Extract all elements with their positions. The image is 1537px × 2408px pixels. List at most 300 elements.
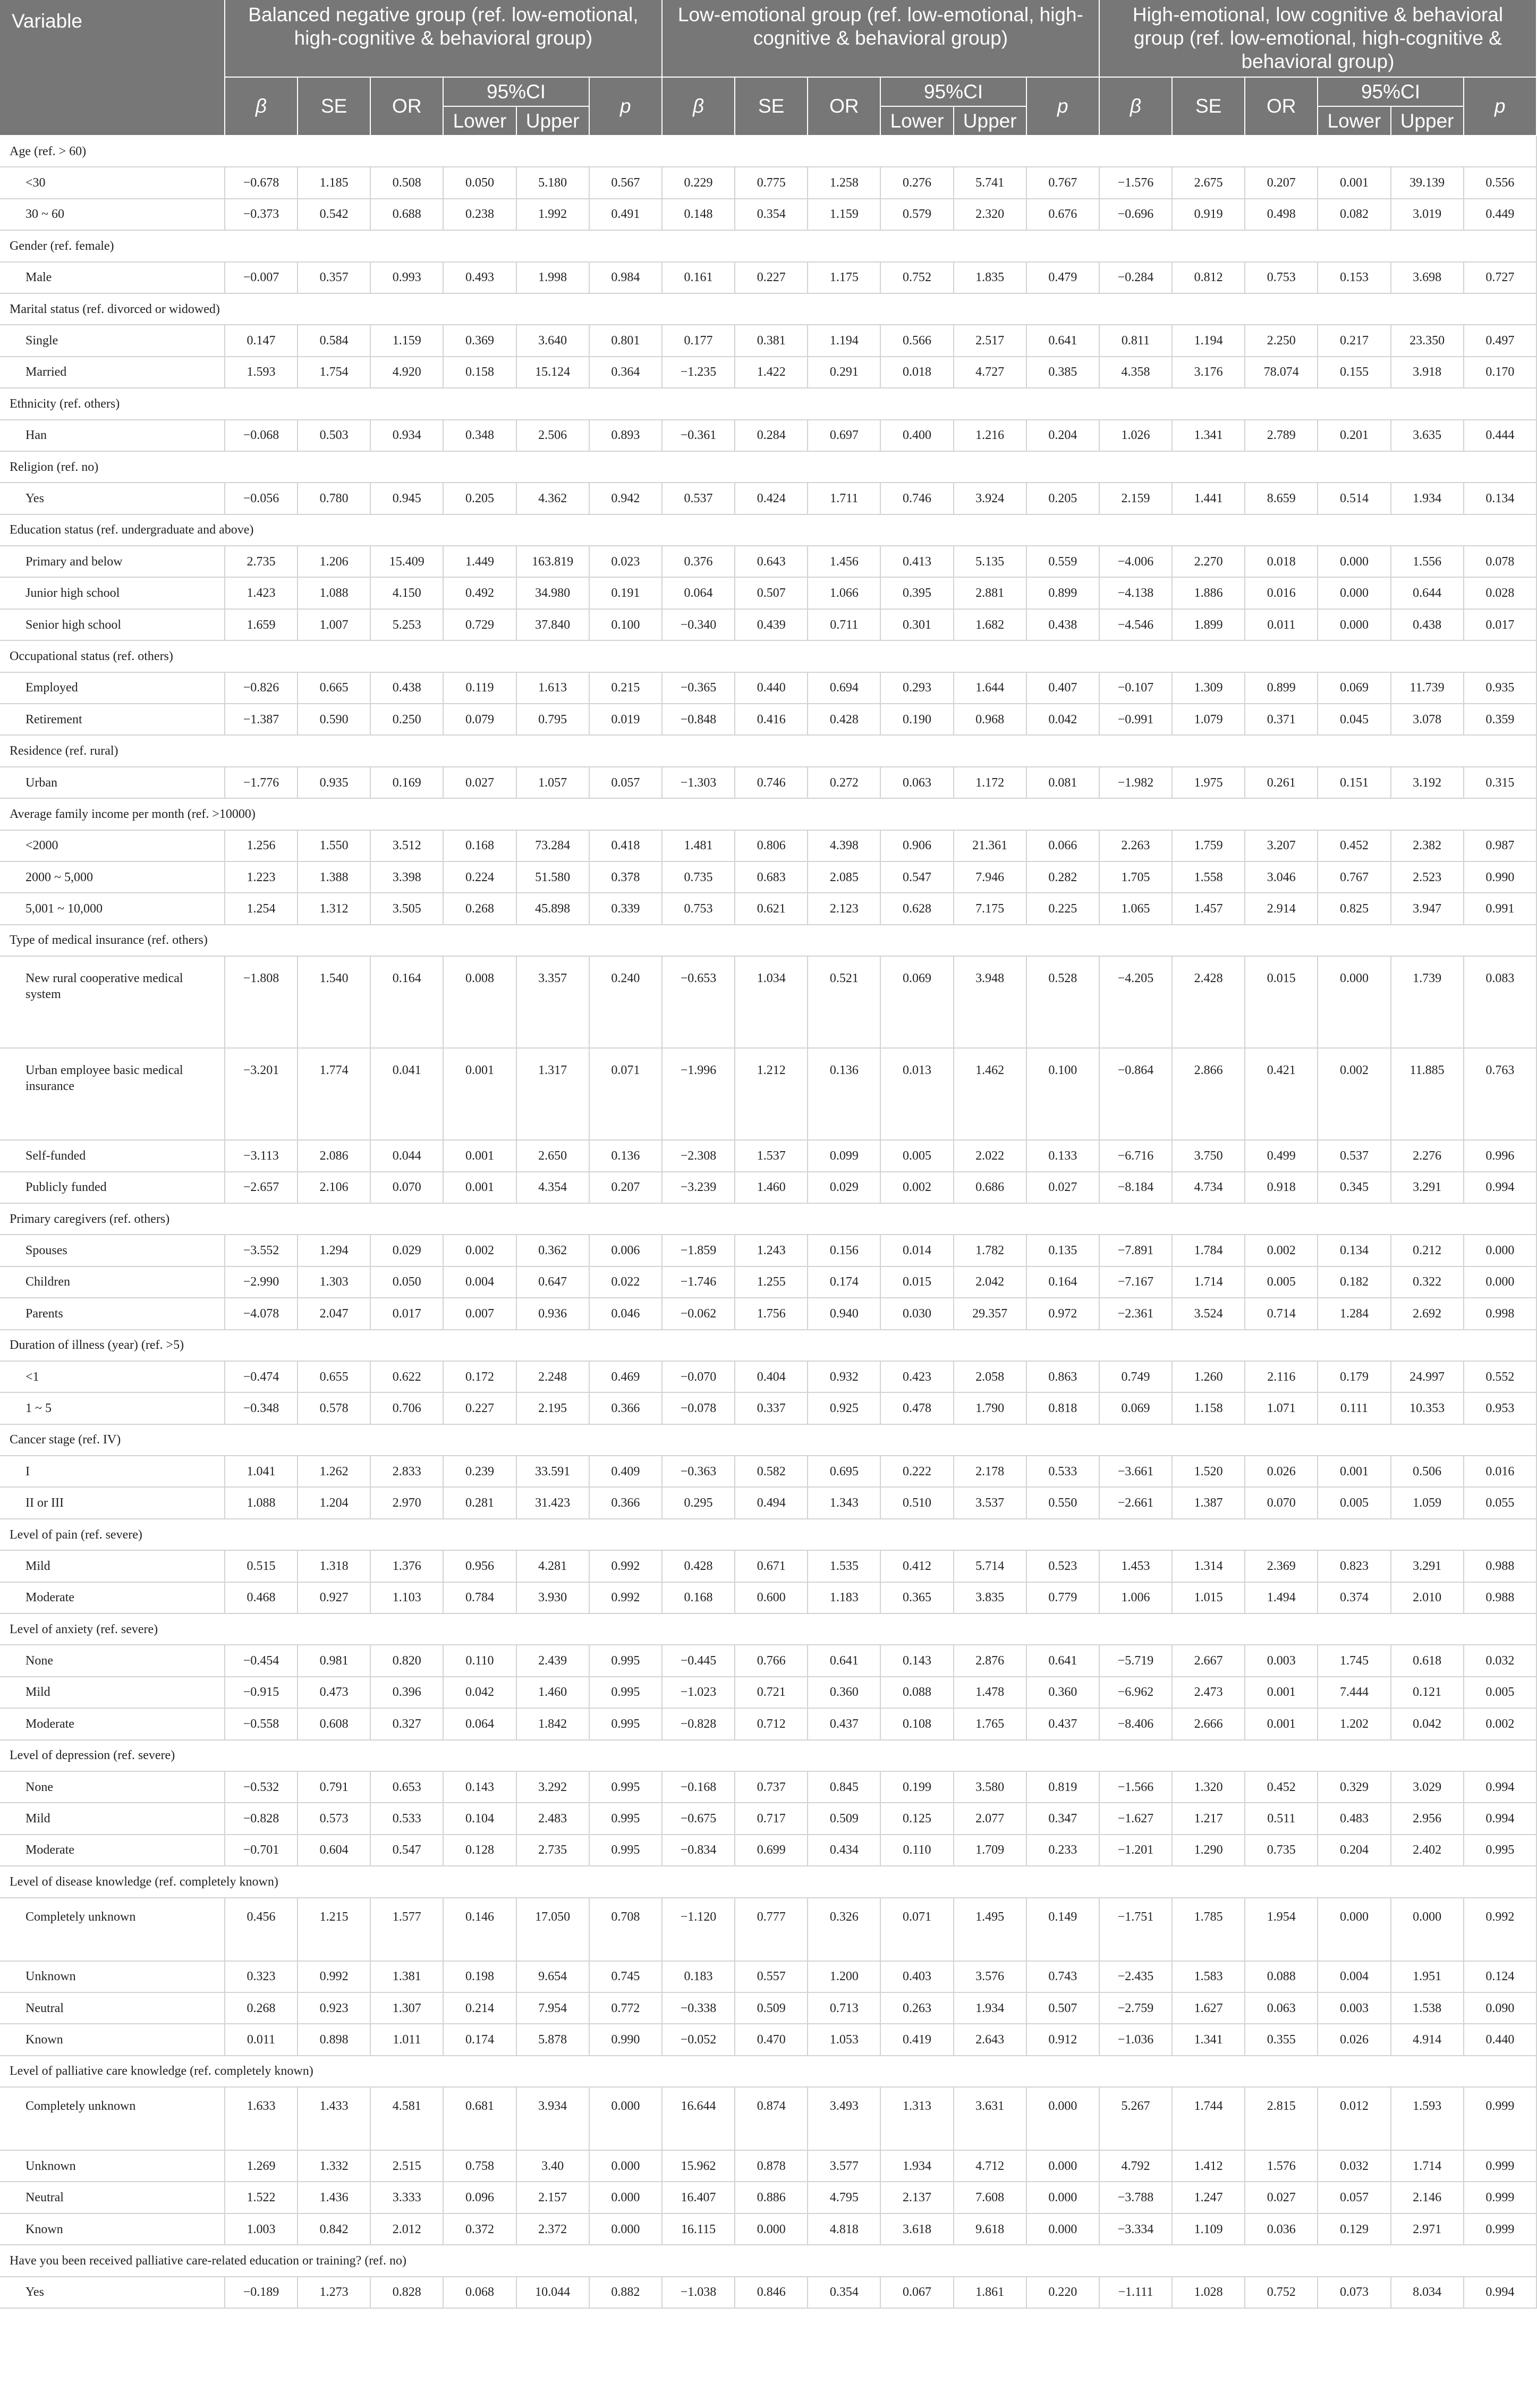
table-cell: 2.012 (370, 2213, 443, 2245)
table-cell: 0.823 (1318, 1550, 1390, 1582)
table-cell: 0.984 (589, 262, 662, 293)
table-cell: 1.028 (1172, 2277, 1245, 2308)
table-cell: 0.990 (1464, 861, 1536, 893)
table-cell: 0.057 (1318, 2182, 1390, 2213)
table-cell: 2.137 (880, 2182, 953, 2213)
row-label: Han (0, 420, 225, 451)
table-cell: −0.834 (662, 1835, 735, 1866)
table-cell: −1.982 (1099, 767, 1172, 798)
se-header: SE (298, 77, 370, 136)
table-cell: 0.819 (1026, 1771, 1099, 1803)
table-cell: 0.003 (1318, 1992, 1390, 2024)
table-cell: 3.635 (1391, 420, 1464, 451)
table-cell: 2.085 (808, 861, 880, 893)
table-cell: 1.175 (808, 262, 880, 293)
table-row (0, 2182, 1536, 2213)
table-cell: 0.988 (1464, 1550, 1536, 1582)
p-header: p (1026, 77, 1099, 136)
table-cell: 0.000 (1391, 1898, 1464, 1961)
table-cell: 0.767 (1318, 861, 1390, 893)
table-cell: −0.848 (662, 704, 735, 735)
table-cell: 78.074 (1245, 357, 1318, 388)
table-cell: 0.070 (370, 1172, 443, 1203)
table-cell: 0.440 (1464, 2024, 1536, 2055)
table-cell: 0.365 (880, 1582, 953, 1613)
table-cell: 0.134 (1464, 483, 1536, 514)
table-cell: 0.573 (298, 1803, 370, 1834)
table-cell: 2.956 (1391, 1803, 1464, 1834)
table-cell: 0.547 (880, 861, 953, 893)
table-cell: 0.000 (1026, 2150, 1099, 2182)
table-cell: 0.396 (370, 1677, 443, 1708)
row-label: Spouses (0, 1235, 225, 1266)
table-cell: 3.631 (954, 2087, 1026, 2150)
table-cell: 2.159 (1099, 483, 1172, 514)
table-cell: 0.407 (1026, 672, 1099, 704)
or-header: OR (370, 77, 443, 136)
table-cell: 34.980 (516, 577, 589, 609)
table-row (0, 167, 1536, 198)
table-cell: 0.001 (1318, 167, 1390, 198)
table-cell: 2.506 (516, 420, 589, 451)
row-label: Junior high school (0, 577, 225, 609)
table-cell: 0.582 (735, 1456, 808, 1487)
table-cell: 1.273 (298, 2277, 370, 2308)
row-label: 1 ~ 5 (0, 1392, 225, 1424)
table-cell: −1.120 (662, 1898, 735, 1961)
table-cell: 2.058 (954, 1361, 1026, 1392)
table-cell: −0.340 (662, 609, 735, 640)
table-cell: 2.178 (954, 1456, 1026, 1487)
table-cell: 0.036 (1245, 2213, 1318, 2245)
table-cell: 0.766 (735, 1645, 808, 1676)
table-cell: 0.987 (1464, 830, 1536, 861)
table-cell: 0.000 (1026, 2182, 1099, 2213)
table-cell: 2.735 (225, 546, 298, 577)
table-cell: 0.019 (589, 704, 662, 735)
table-cell: 1.269 (225, 2150, 298, 2182)
table-cell: 0.863 (1026, 1361, 1099, 1392)
table-row (0, 893, 1536, 924)
table-cell: 0.079 (443, 704, 516, 735)
table-cell: 0.155 (1318, 357, 1390, 388)
group-row (0, 514, 1536, 546)
table-cell: 0.225 (1026, 893, 1099, 924)
table-cell: 0.161 (662, 262, 735, 293)
table-cell: 73.284 (516, 830, 589, 861)
table-cell: 0.217 (1318, 325, 1390, 356)
table-cell: 0.151 (1318, 767, 1390, 798)
table-cell: 3.357 (516, 956, 589, 1048)
group-row (0, 735, 1536, 766)
table-cell: 0.777 (735, 1898, 808, 1961)
group-row (0, 293, 1536, 325)
table-cell: 0.547 (370, 1835, 443, 1866)
table-cell: 0.355 (1245, 2024, 1318, 2055)
row-label: <1 (0, 1361, 225, 1392)
table-row (0, 2024, 1536, 2055)
table-cell: 0.758 (443, 2150, 516, 2182)
table-cell: 0.004 (1318, 1961, 1390, 1992)
table-cell: 0.469 (589, 1361, 662, 1392)
row-label: Yes (0, 483, 225, 514)
group-header-low-emotional: Low-emotional group (ref. low-emotional, high-cognitive & behavioral group) (662, 0, 1099, 77)
table-cell: −0.062 (662, 1298, 735, 1329)
row-label: Self-funded (0, 1140, 225, 1171)
table-cell: 0.491 (589, 199, 662, 230)
table-cell: 0.164 (370, 956, 443, 1048)
group-row (0, 451, 1536, 483)
table-cell: 2.515 (370, 2150, 443, 2182)
table-cell: 8.659 (1245, 483, 1318, 514)
table-cell: 2.086 (298, 1140, 370, 1171)
table-cell: 0.437 (808, 1708, 880, 1739)
table-cell: 10.353 (1391, 1392, 1464, 1424)
table-cell: 0.135 (1026, 1235, 1099, 1266)
table-cell: 1.216 (954, 420, 1026, 451)
group-label: Gender (ref. female) (0, 230, 1536, 261)
table-cell: 0.784 (443, 1582, 516, 1613)
table-cell: 0.329 (1318, 1771, 1390, 1803)
table-cell: 3.934 (516, 2087, 589, 2150)
table-cell: 0.811 (1099, 325, 1172, 356)
table-cell: 0.437 (1026, 1708, 1099, 1739)
table-cell: 0.005 (880, 1140, 953, 1171)
table-cell: −0.052 (662, 2024, 735, 2055)
table-cell: 0.250 (370, 704, 443, 735)
variable-header: Variable (0, 0, 225, 136)
table-cell: 0.005 (1245, 1266, 1318, 1298)
table-row (0, 420, 1536, 451)
table-cell: 0.026 (1318, 2024, 1390, 2055)
table-cell: −3.334 (1099, 2213, 1172, 2245)
table-cell: 1.284 (1318, 1298, 1390, 1329)
table-cell: 0.882 (589, 2277, 662, 2308)
row-label: Single (0, 325, 225, 356)
table-cell: 1.934 (880, 2150, 953, 2182)
table-row (0, 1898, 1536, 1961)
table-cell: 0.371 (1245, 704, 1318, 735)
table-cell: 1.934 (954, 1992, 1026, 2024)
table-cell: 0.069 (1099, 1392, 1172, 1424)
lower-header: Lower (880, 106, 953, 136)
table-cell: 1.842 (516, 1708, 589, 1739)
row-label: <30 (0, 167, 225, 198)
table-cell: 1.206 (298, 546, 370, 577)
table-row (0, 2277, 1536, 2308)
table-row (0, 1048, 1536, 1140)
table-cell: 0.470 (735, 2024, 808, 2055)
table-cell: 1.460 (516, 1677, 589, 1708)
table-cell: 0.806 (735, 830, 808, 861)
table-cell: −1.808 (225, 956, 298, 1048)
table-cell: −7.167 (1099, 1266, 1172, 1298)
table-cell: −0.828 (662, 1708, 735, 1739)
table-cell: 2.876 (954, 1645, 1026, 1676)
table-cell: 2.157 (516, 2182, 589, 2213)
table-cell: 3.046 (1245, 861, 1318, 893)
table-cell: 1.835 (954, 262, 1026, 293)
table-cell: 1.785 (1172, 1898, 1245, 1961)
table-cell: 1.312 (298, 893, 370, 924)
se-header: SE (1172, 77, 1245, 136)
table-cell: 0.452 (1245, 1771, 1318, 1803)
table-cell: 0.104 (443, 1803, 516, 1834)
table-cell: 0.812 (1172, 262, 1245, 293)
table-cell: 1.247 (1172, 2182, 1245, 2213)
table-cell: 0.001 (1318, 1456, 1390, 1487)
table-header (0, 0, 1536, 136)
table-cell: 0.000 (589, 2182, 662, 2213)
table-cell: 0.168 (443, 830, 516, 861)
table-cell: 0.600 (735, 1582, 808, 1613)
table-cell: 1.537 (735, 1140, 808, 1171)
table-cell: 0.099 (808, 1140, 880, 1171)
table-cell: −1.751 (1099, 1898, 1172, 1961)
row-label: Moderate (0, 1708, 225, 1739)
table-cell: 1.481 (662, 830, 735, 861)
table-cell: 2.022 (954, 1140, 1026, 1171)
table-cell: 2.666 (1172, 1708, 1245, 1739)
row-label: I (0, 1456, 225, 1487)
table-cell: 0.428 (662, 1550, 735, 1582)
table-cell: 0.559 (1026, 546, 1099, 577)
table-cell: 2.692 (1391, 1298, 1464, 1329)
table-cell: −0.675 (662, 1803, 735, 1834)
table-cell: 1.341 (1172, 2024, 1245, 2055)
table-cell: 1.320 (1172, 1771, 1245, 1803)
table-cell: 1.659 (225, 609, 298, 640)
table-cell: 0.608 (298, 1708, 370, 1739)
table-cell: 2.042 (954, 1266, 1026, 1298)
table-cell: 0.424 (735, 483, 808, 514)
table-cell: 0.708 (589, 1898, 662, 1961)
table-cell: 0.284 (735, 420, 808, 451)
table-row (0, 1708, 1536, 1739)
table-cell: 1.172 (954, 767, 1026, 798)
group-row (0, 925, 1536, 956)
table-cell: −4.006 (1099, 546, 1172, 577)
table-cell: −0.696 (1099, 199, 1172, 230)
row-label: Neutral (0, 2182, 225, 2213)
table-row (0, 609, 1536, 640)
table-cell: 0.671 (735, 1550, 808, 1582)
table-cell: 0.795 (516, 704, 589, 735)
table-cell: 0.149 (1026, 1898, 1099, 1961)
table-cell: 11.885 (1391, 1048, 1464, 1140)
table-cell: 1.318 (298, 1550, 370, 1582)
table-cell: 21.361 (954, 830, 1026, 861)
table-cell: 2.263 (1099, 830, 1172, 861)
table-cell: 0.190 (880, 704, 953, 735)
table-cell: 0.182 (1318, 1266, 1390, 1298)
table-cell: 0.550 (1026, 1487, 1099, 1518)
table-cell: −0.532 (225, 1771, 298, 1803)
table-cell: 1.003 (225, 2213, 298, 2245)
table-cell: 0.419 (880, 2024, 953, 2055)
table-cell: −3.552 (225, 1235, 298, 1266)
table-cell: 0.694 (808, 672, 880, 704)
table-row (0, 830, 1536, 861)
table-cell: 3.292 (516, 1771, 589, 1803)
group-label: Age (ref. > 60) (0, 136, 1536, 167)
table-cell: 1.522 (225, 2182, 298, 2213)
table-cell: 0.366 (589, 1392, 662, 1424)
table-cell: 37.840 (516, 609, 589, 640)
table-cell: 0.566 (880, 325, 953, 356)
table-cell: 3.019 (1391, 199, 1464, 230)
table-cell: −0.864 (1099, 1048, 1172, 1140)
table-cell: 0.820 (370, 1645, 443, 1676)
table-cell: 0.533 (1026, 1456, 1099, 1487)
table-cell: 0.374 (1318, 1582, 1390, 1613)
lower-header: Lower (1318, 106, 1390, 136)
table-cell: 0.779 (1026, 1582, 1099, 1613)
table-cell: 0.071 (880, 1898, 953, 1961)
table-cell: 2.971 (1391, 2213, 1464, 2245)
table-cell: 0.423 (880, 1361, 953, 1392)
table-cell: 2.866 (1172, 1048, 1245, 1140)
table-cell: 4.712 (954, 2150, 1026, 2182)
table-cell: 1.079 (1172, 704, 1245, 735)
table-cell: 1.215 (298, 1898, 370, 1961)
table-cell: 1.194 (808, 325, 880, 356)
table-cell: 3.029 (1391, 1771, 1464, 1803)
table-cell: 0.044 (370, 1140, 443, 1171)
table-cell: 0.557 (735, 1961, 808, 1992)
table-cell: −3.113 (225, 1140, 298, 1171)
table-cell: 0.953 (1464, 1392, 1536, 1424)
table-cell: 3.580 (954, 1771, 1026, 1803)
table-cell: 0.069 (880, 956, 953, 1048)
table-cell: 0.641 (1026, 1645, 1099, 1676)
table-cell: 163.819 (516, 546, 589, 577)
table-cell: 1.577 (370, 1898, 443, 1961)
p-header: p (1464, 77, 1536, 136)
row-label: Mild (0, 1803, 225, 1834)
table-cell: 1.185 (298, 167, 370, 198)
table-cell: 1.975 (1172, 767, 1245, 798)
table-cell: 1.576 (1245, 2150, 1318, 2182)
row-label: Mild (0, 1550, 225, 1582)
table-cell: 1.412 (1172, 2150, 1245, 2182)
table-cell: 1.159 (808, 199, 880, 230)
group-row (0, 1613, 1536, 1645)
table-cell: 1.462 (954, 1048, 1026, 1140)
row-label: None (0, 1771, 225, 1803)
table-cell: 2.010 (1391, 1582, 1464, 1613)
table-cell: 0.906 (880, 830, 953, 861)
table-cell: 0.281 (443, 1487, 516, 1518)
table-cell: −4.138 (1099, 577, 1172, 609)
or-header: OR (808, 77, 880, 136)
table-cell: 0.934 (370, 420, 443, 451)
table-cell: 0.014 (880, 1235, 953, 1266)
table-cell: 0.537 (662, 483, 735, 514)
table-row (0, 1835, 1536, 1866)
table-cell: 17.050 (516, 1898, 589, 1961)
table-cell: 2.815 (1245, 2087, 1318, 2150)
table-cell: 0.360 (808, 1677, 880, 1708)
table-cell: 0.359 (1464, 704, 1536, 735)
table-cell: 2.116 (1245, 1361, 1318, 1392)
table-cell: 0.998 (1464, 1298, 1536, 1329)
group-row (0, 1424, 1536, 1456)
table-cell: 2.320 (954, 199, 1026, 230)
table-cell: 0.364 (589, 357, 662, 388)
table-cell: 1.376 (370, 1550, 443, 1582)
table-cell: 2.643 (954, 2024, 1026, 2055)
table-cell: −1.111 (1099, 2277, 1172, 2308)
table-cell: −2.759 (1099, 1992, 1172, 2024)
table-cell: 0.697 (808, 420, 880, 451)
table-cell: 0.000 (589, 2213, 662, 2245)
row-label: Married (0, 357, 225, 388)
table-cell: 1.495 (954, 1898, 1026, 1961)
group-row (0, 1330, 1536, 1361)
table-cell: 2.195 (516, 1392, 589, 1424)
table-cell: 3.078 (1391, 704, 1464, 735)
table-cell: 39.139 (1391, 167, 1464, 198)
table-cell: 0.357 (298, 262, 370, 293)
table-row (0, 483, 1536, 514)
table-cell: 0.125 (880, 1803, 953, 1834)
table-cell: 1.387 (1172, 1487, 1245, 1518)
table-cell: 0.628 (880, 893, 953, 924)
group-label: Occupational status (ref. others) (0, 640, 1536, 672)
table-cell: 1.053 (808, 2024, 880, 2055)
table-cell: 2.914 (1245, 893, 1318, 924)
table-cell: 0.376 (662, 546, 735, 577)
table-cell: 0.268 (225, 1992, 298, 2024)
table-row (0, 1298, 1536, 1329)
table-cell: 0.068 (443, 2277, 516, 2308)
table-cell: 0.136 (808, 1048, 880, 1140)
table-cell: 0.362 (516, 1235, 589, 1266)
table-cell: 0.212 (1391, 1235, 1464, 1266)
table-cell: 2.250 (1245, 325, 1318, 356)
table-cell: 1.026 (1099, 420, 1172, 451)
table-cell: 0.067 (880, 2277, 953, 2308)
table-cell: 1.682 (954, 609, 1026, 640)
table-cell: 1.744 (1172, 2087, 1245, 2150)
table-cell: 0.081 (1026, 767, 1099, 798)
table-row (0, 704, 1536, 735)
table-cell: 1.158 (1172, 1392, 1245, 1424)
table-cell: 0.644 (1391, 577, 1464, 609)
table-cell: 1.254 (225, 893, 298, 924)
table-row (0, 1550, 1536, 1582)
table-cell: −3.661 (1099, 1456, 1172, 1487)
table-cell: 0.016 (1464, 1456, 1536, 1487)
table-cell: 0.013 (880, 1048, 953, 1140)
table-cell: 2.970 (370, 1487, 443, 1518)
table-cell: 2.881 (954, 577, 1026, 609)
table-cell: 0.478 (880, 1392, 953, 1424)
table-cell: 1.256 (225, 830, 298, 861)
table-cell: 0.622 (370, 1361, 443, 1392)
table-cell: 1.644 (954, 672, 1026, 704)
table-cell: 0.008 (443, 956, 516, 1048)
table-cell: 2.650 (516, 1140, 589, 1171)
table-cell: 0.994 (1464, 2277, 1536, 2308)
table-row (0, 2150, 1536, 2182)
table-cell: 0.055 (1464, 1487, 1536, 1518)
table-cell: 1.782 (954, 1235, 1026, 1266)
table-cell: 0.129 (1318, 2213, 1390, 2245)
table-cell: 0.995 (589, 1803, 662, 1834)
table-cell: 0.153 (1318, 262, 1390, 293)
